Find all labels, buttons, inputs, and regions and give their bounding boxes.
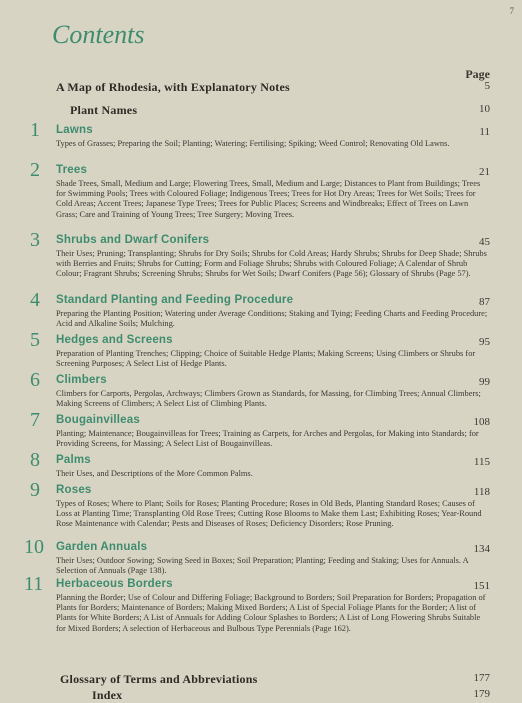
chapter-number: 8 <box>30 449 40 471</box>
chapter-title: Roses <box>56 484 92 496</box>
chapter-number: 11 <box>24 573 44 595</box>
chapter-title: Hedges and Screens <box>56 334 173 346</box>
chapter-number: 6 <box>30 369 40 391</box>
chapter-description: Their Uses; Pruning; Transplanting; Shrubs for Dry Soils; Shrubs for Cold Areas; Hardy Shrubs; Shrubs for Deep Shade; Shrubs with Berries and Fruits; Shrubs for Cutting; Form and Foliage Shrubs; Shrubs with Coloured Foliage; A Calendar of Shrub Colour; Fragrant Shrubs; Screening Shrubs; Shrubs for Wet Soils; Dwarf Conifers (Page 56); Glossary of Shrubs (Page 57). <box>56 249 487 279</box>
chapter-number: 9 <box>30 479 40 501</box>
chapter-number: 2 <box>30 159 40 181</box>
chapter-title: Bougainvilleas <box>56 414 140 426</box>
toc-entry-page: 177 <box>473 672 490 684</box>
chapter-description: Shade Trees, Small, Medium and Large; Flowering Trees, Small, Medium and Large; Distances to Plant from Buildings; Trees for Swimming Pools; Trees with Coloured Foliage; Indigenous Trees; Trees for Hot Dry Areas; Trees for Wet Soils; Trees for Cold Areas; Accent Trees; Japanese Type Trees; Trees for Public Places; Screens and Windbreaks; Effect of Trees on Lawn Grass; Care and Training of Young Trees; Tree Surgery; Moving Trees. <box>56 179 481 219</box>
chapter-page: 118 <box>473 486 490 498</box>
chapter-title: Trees <box>56 164 88 176</box>
chapter-title: Herbaceous Borders <box>56 578 173 590</box>
chapter-page: 99 <box>479 376 490 388</box>
chapter-title: Lawns <box>56 124 93 136</box>
chapter-page: 134 <box>473 543 490 555</box>
chapter-number: 3 <box>30 229 40 251</box>
chapter-title: Climbers <box>56 374 107 386</box>
chapter-page: 115 <box>473 456 490 468</box>
chapter-title: Shrubs and Dwarf Conifers <box>56 234 210 246</box>
toc-entry-title: Index <box>92 688 123 702</box>
chapter-description: Preparing the Planting Position; Watering under Average Conditions; Staking and Tying; Feeding Charts and Feeding Procedure; Acid and Alkaline Soils; Mulching. <box>56 309 488 329</box>
chapter-page: 45 <box>479 236 490 248</box>
chapter-description: Their Uses, and Descriptions of the More Common Palms. <box>56 469 253 478</box>
chapter-title: Palms <box>56 454 91 466</box>
chapter-page: 11 <box>479 126 490 138</box>
chapter-page: 95 <box>479 336 490 348</box>
chapter-description: Planning the Border; Use of Colour and Differing Foliage; Background to Borders; Soil Preparation for Borders; Propagation of Plants for Borders; Maintenance of Borders; Making Mixed Borders; A List of Special Foliage Plants for the Border; A list of Plants for White Borders; A List of Annuals for Adding Colour Splashes to Borders; A List of Long Flowering Shrubs Suitable for Mixed Borders; A selection of Herbaceous and Bulbous Type Perennials (Page 162). <box>56 593 486 633</box>
page-column-header: Page <box>465 67 490 81</box>
chapter-number: 10 <box>24 536 44 558</box>
chapter-description: Climbers for Carports, Pergolas, Archways; Climbers Grown as Standards, for Massing, for Climbing Trees; Annual Climbers; Making Screens of Climbers; A Select List of Climbing Plants. <box>56 389 481 409</box>
toc-entry-title: Glossary of Terms and Abbreviations <box>60 672 258 686</box>
toc-entry-page: 10 <box>479 103 490 115</box>
toc-entry-page: 5 <box>484 80 490 92</box>
chapter-description: Types of Roses; Where to Plant; Soils for Roses; Planting Procedure; Roses in Old Beds, Planting Standard Roses; Causes of Loss at Planting Time; Transplanting Old Rose Trees; Cutting Rose Blooms to Make them Last; Exhibiting Roses; Year-Round Rose Maintenance with Calendar; Pests and Diseases of Roses; Deficiency Disorders; Rose Pruning. <box>56 499 482 529</box>
chapter-number: 5 <box>30 329 40 351</box>
toc-entry-page: 179 <box>473 688 490 700</box>
page-title: Contents <box>52 20 145 49</box>
chapter-number: 1 <box>30 119 40 141</box>
chapter-title: Standard Planting and Feeding Procedure <box>56 294 294 306</box>
chapter-page: 151 <box>473 580 490 592</box>
corner-page-number: 7 <box>509 6 514 16</box>
chapter-page: 108 <box>473 416 490 428</box>
chapter-description: Their Uses; Outdoor Sowing; Sowing Seed in Boxes; Soil Preparation; Planting; Feeding and Staking; Uses for Annuals. A Selection of Annuals (Page 138). <box>56 556 469 576</box>
chapter-description: Planting; Maintenance; Bougainvilleas for Trees; Training as Carpets, for Arches and Pergolas, for Making into Standards; for Providing Screens, for Massing; A Select List of Bougainvilleas. <box>56 429 479 449</box>
chapter-description: Preparation of Planting Trenches; Clipping; Choice of Suitable Hedge Plants; Making Screens; Using Climbers or Shrubs for Screening Purposes; A Select List of Hedge Plants. <box>56 349 476 369</box>
chapter-title: Garden Annuals <box>56 541 148 553</box>
chapter-number: 7 <box>30 409 40 431</box>
chapter-description: Types of Grasses; Preparing the Soil; Planting; Watering; Fertilising; Spiking; Weed Control; Renovating Old Lawns. <box>56 139 450 148</box>
chapter-page: 21 <box>479 166 490 178</box>
chapter-page: 87 <box>479 296 490 308</box>
chapter-number: 4 <box>30 289 40 311</box>
toc-entry-title: Plant Names <box>70 103 138 117</box>
toc-entry-title: A Map of Rhodesia, with Explanatory Notes <box>56 80 290 94</box>
